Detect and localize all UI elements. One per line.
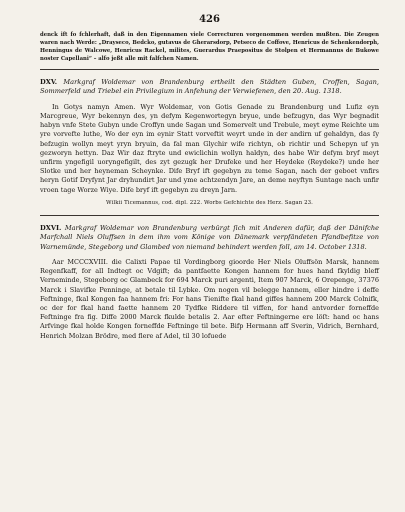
- document-dxv: [40, 78, 379, 207]
- document-heading: [40, 224, 379, 252]
- document-heading: [40, 78, 379, 97]
- carry-over-text: denck ift fo fchlerhaft, daß in den Eigennamen viele Correcturen vorgenommen werden mußten. Die Zeugen waren nach Werde: „Drayseco, Bedcko, gutavus de Gherarsdorp, Petseco de Coffove, Henricus de Schenkendorph, Henningus de Walcowe, Henricus Rackel, milites, Guerardus Praepositus de Stolpen et Hermannus de Bukowe noster Capellani“ – alfo jeßt alle mit falfchen Namen.: [40, 32, 379, 62]
- document-number: DXV.: [40, 78, 58, 86]
- carry-over-footnote: [40, 31, 379, 63]
- document-paragraph: In Gotys namyn Amen. Wyr Woldemar, von Gotis Genade zu Brandenburg und Lufiz eyn Marcgreue, Wyr bekennyn des, yn defym Kegenwortegyn bryue, unde befzugyn, das Wyr begnadit habyn vnfe Stete Gubyn unde Croffyn unde Sagan und Somervelt und Trebule, meyt eyme Reichte um yre vorvefte luthe, Wo der eyn im eynir Statt vorveftit weyrt unde in der andirn uf gehaldyn, das ſy befzugin wollyn meyt yryn bryuin, da fal man Glychir wife richtyn, ob richtir und Schepyn uf yn gezworyn hettyn. Daz Wir daz ftryte und ewiclichin wollyn haldyn, des habe Wir defym bryf meyt unfirm yngefigil uoryngefigilt, des zyt gezugk her Drufeke und her Heydeke (Reydeke?) unde her Slotke und her heyneman Scheynke. Dife Bryf ift gegebyn zu teme Sagan, nach der geboet vnfirs heryn Gotif Dryfynt Jar dryhundirt Jar und yme achtzendyn Jare, an deme neyftyn Suntage nach unfir vroen tage Worze Wiye. Dife bryf ift gegebyn zu dreyn Jarn.: [40, 102, 379, 194]
- document-summary: Markgraf Woldemar von Brandenburg ertheilt den Städten Guben, Croffen, Sagan, Sommerfeld und Triebel ein Privilegium in Anfehung der Verwiefenen, den 20. Aug. 1318.: [40, 78, 379, 96]
- page-number: 426: [199, 14, 220, 25]
- document-dxvi: [40, 224, 379, 341]
- document-summary: Markgraf Woldemar von Brandenburg verbürgt ſich mit Anderen dafür, daß der Dänifche Marfchall Niels Oluffsen in dem ihm vom Könige von Dänemark verpfändeten Pfandbefitze von Warnemünde, Stegeborg und Glambed von niemand behindert werden foll, am 14. October 1318.: [40, 223, 379, 251]
- section-divider: [40, 69, 379, 70]
- document-source: Wilkii Ticemannus, cod. dipl. 222. Worbs Gefchichte des Herz. Sagan 23.: [106, 199, 313, 206]
- document-paragraph: Aar MCCCXVIII. die Calixti Papae til Vordingborg gioorde Her Niels Oluffsön Marsk, hannem Regenfkaff, for all Indtegt oc Vdgift; da pantfaette Kongen hannem for hues hand fkyldig bleff Verneminde, Stegeborg oc Glambeck for 694 Marck puri argenti, Item 907 Marck, 6 Orepenge, 37376 Marck i Slavifke Penninge, at betale til Lybke. Om nogen vil belegge hannem, eller hindre i deffe Feftninge, fkal Kongen faa hannem fri: For hans Tienifte fkal hand giffes hannem 200 Marck Colnifk, oc der for fkal hand faette hannem 20 Tydfke Riddere til viffen, for hand antvorder forneffde Feftninge fra fig. Diffe 2000 Marck fkulde betalis 2. Aar efter Feftningerne ere löſt: hand oc hans Arfvinge fkal holde Kongen forneffde Feftninge til bete. Bifp Hermann aff Sverin, Vidrich, Bernhard, Henrich Molzan Brödre, med flere af Adel, til 30 lofuede: [40, 258, 379, 340]
- section-divider: [40, 215, 379, 216]
- document-body: [40, 103, 379, 195]
- document-body: [40, 258, 379, 341]
- document-number: DXVI.: [40, 223, 62, 232]
